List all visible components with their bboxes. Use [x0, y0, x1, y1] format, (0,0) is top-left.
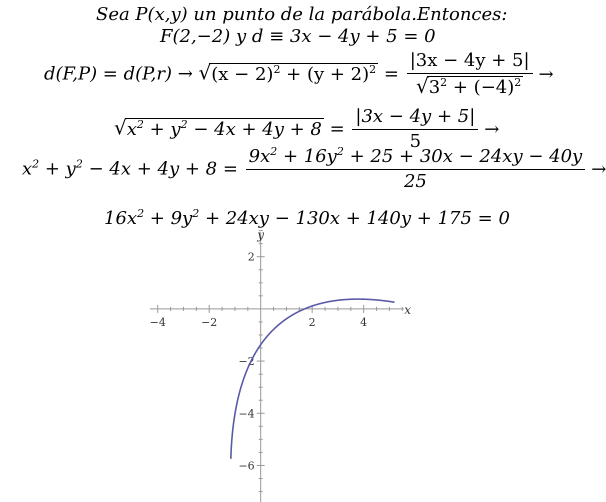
fraction-denominator: $√3^2 + (-4)^2$: [415, 74, 522, 98]
expanded-equation-line: $x^2 + y^2 - 4x + 4y + 8$ = $\frac{9x^2 + 16y^2 + 25 + 30x - 24xy - 40y}{25}$ →: [22, 145, 606, 192]
statement-text: Sea P(x,y) un punto de la parábola.Entonces:: [96, 4, 508, 25]
sqrt-equation-line: $√x^2 + y^2 - 4x + 4y + 8$ = $\frac{|3x - 4y + 5|}{5}$ →: [114, 106, 500, 152]
x-tick-label: −4: [149, 315, 166, 329]
fraction-denominator: 5: [409, 131, 422, 152]
distance-left: d(F,P) = d(P,r) →: [44, 63, 199, 85]
distance-fraction: [407, 50, 533, 99]
arrow: →: [591, 158, 606, 180]
y-tick-label: −4: [238, 407, 255, 421]
x-tick-label: 2: [308, 315, 316, 329]
arrow: →: [538, 63, 554, 85]
sqrt-radicand: $x^2 + y^2 - 4x + 4y + 8$: [126, 117, 322, 140]
fraction-denominator: 25: [403, 171, 427, 192]
sqrt-symbol: √: [114, 115, 127, 140]
x-tick-label: −2: [201, 315, 218, 329]
statement-line: [96, 4, 507, 26]
fraction-numerator: |3x − 4y + 5|: [407, 50, 533, 74]
y-tick-label: 2: [247, 250, 255, 264]
x-axis-label: x: [404, 302, 411, 317]
y-axis-label: y: [257, 228, 265, 242]
sqrt-symbol: √: [415, 74, 429, 98]
parabola-plot: [150, 228, 410, 502]
sqrt-symbol: √: [198, 60, 212, 85]
arrow: →: [484, 118, 500, 140]
focus-directrix-line: [160, 26, 436, 48]
y-tick-label: −6: [238, 459, 255, 473]
fraction-numerator: |3x − 4y + 5|: [352, 106, 478, 130]
final-equation-line: $16x^2 + 9y^2 + 24xy - 130x + 140y + 175 = 0$: [104, 207, 510, 229]
y-tick-label: −2: [238, 355, 255, 369]
sqrt-radicand: $(x - 2)^2 + (y + 2)^2$: [211, 62, 377, 85]
expanded-fraction: [246, 146, 586, 193]
distance-equation-line: $d(F,P) = d(P,r) \to √(x - 2)^2 + (y + 2)^2$ = $\frac{|3x - 4y + 5|}{√3^2 + (-4)^2}$ →: [44, 50, 554, 98]
focus-directrix-text: F(2,−2) y d ≡ 3x − 4y + 5 = 0: [160, 26, 436, 47]
fraction-numerator: $9x^2 + 16y^2 + 25 + 30x - 24xy - 40y$: [246, 146, 586, 170]
x-tick-label: 4: [360, 315, 368, 329]
